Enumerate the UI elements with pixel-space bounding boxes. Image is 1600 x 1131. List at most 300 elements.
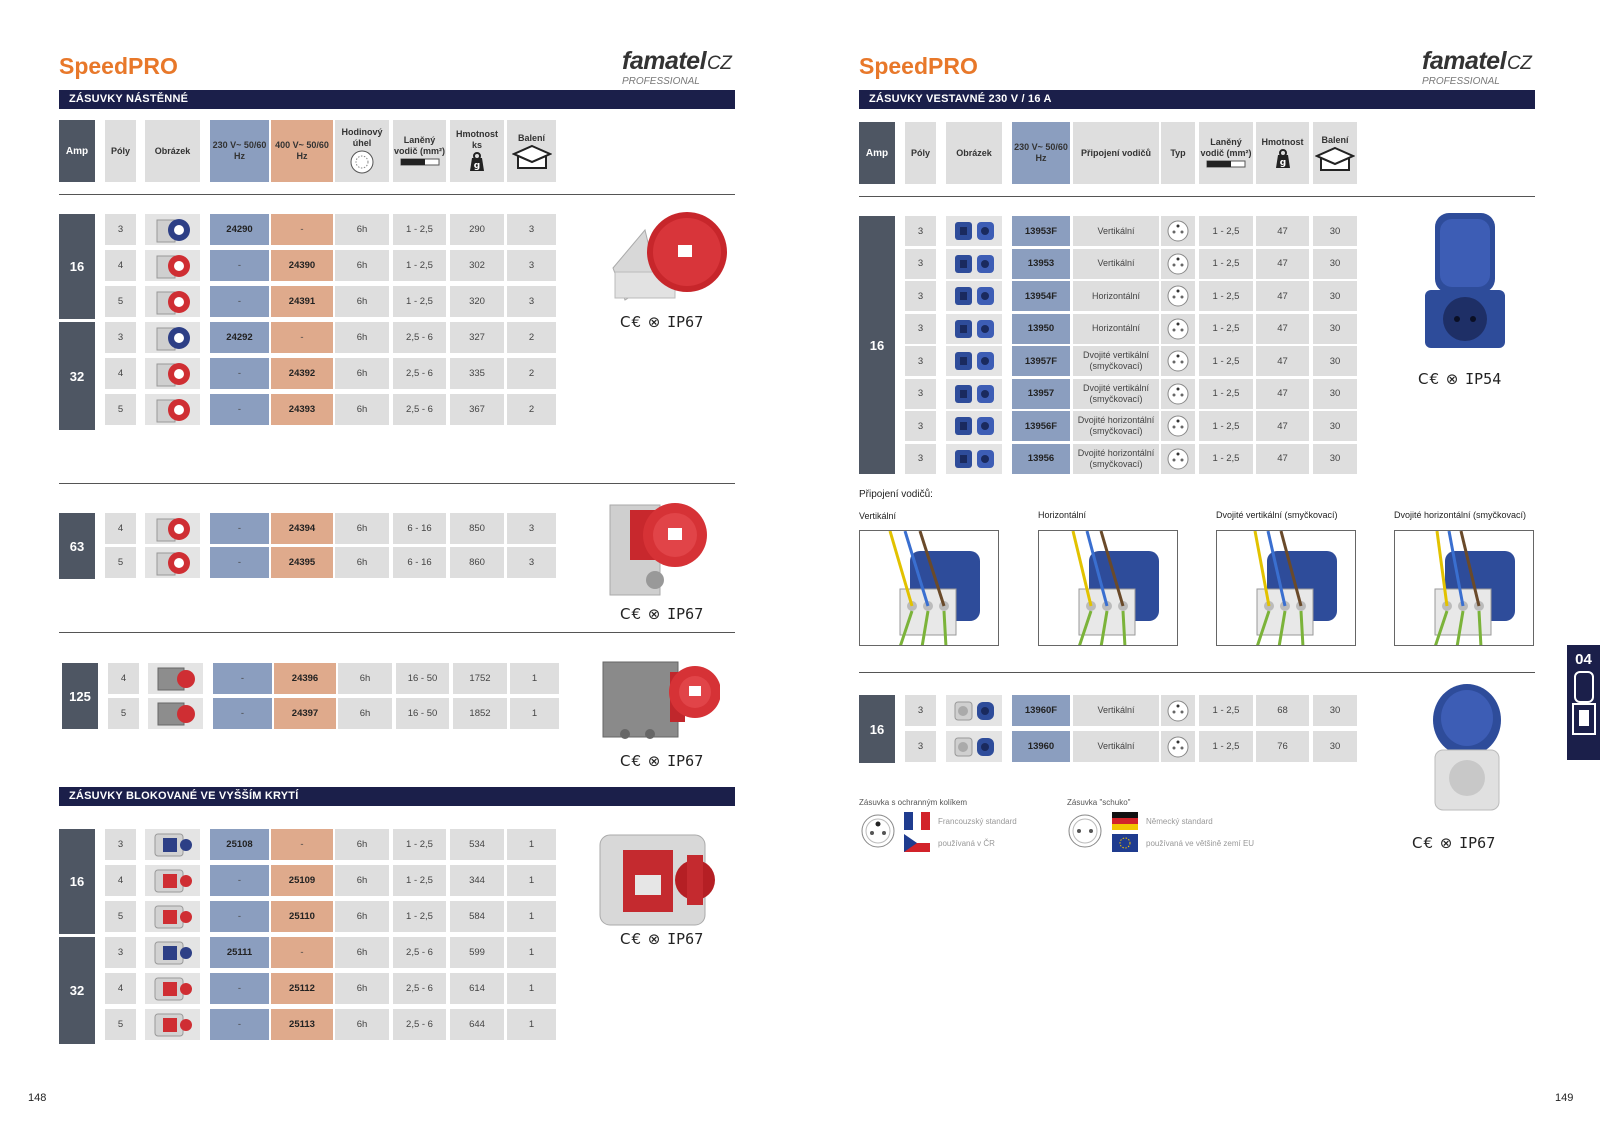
- clock-position-cell: 6h: [335, 901, 389, 932]
- ip-rating-b: C€ ⊗ IP67: [620, 605, 704, 623]
- french-standard-label: Francouzský standard: [938, 817, 1017, 826]
- package-cell: 30: [1313, 216, 1357, 246]
- conductor-cell: 2,5 - 6: [393, 973, 446, 1004]
- socket-type-icon: [1166, 284, 1190, 308]
- weight-cell: 302: [450, 250, 504, 281]
- weight-cell: 320: [450, 286, 504, 317]
- ip-rating-d: C€ ⊗ IP67: [620, 930, 704, 948]
- weight-cell: 335: [450, 358, 504, 389]
- code-400v-cell: 25109: [271, 865, 333, 896]
- product-thumbnail: [946, 249, 1002, 279]
- header-label-pripojeni: Připojení vodičů: [1080, 147, 1151, 158]
- socket-type-icon: [1166, 382, 1190, 406]
- conductor-cell: 1 - 2,5: [1199, 411, 1253, 441]
- poles-cell: 3: [905, 411, 936, 441]
- weight-cell: 367: [450, 394, 504, 425]
- header-label-bal: Balení: [1321, 134, 1349, 145]
- poles-cell: 3: [105, 829, 136, 860]
- code-230v-cell: 13957: [1012, 379, 1070, 409]
- france-flag-icon: [904, 812, 930, 830]
- header-label-poly: Póly: [910, 147, 930, 158]
- package-cell: 30: [1313, 379, 1357, 409]
- amp-cell: 16: [859, 695, 895, 763]
- conductor-cell: 1 - 2,5: [393, 865, 446, 896]
- clock-position-cell: 6h: [338, 698, 392, 729]
- conductor-cell: 1 - 2,5: [1199, 314, 1253, 344]
- header-label-amp: Amp: [865, 147, 889, 159]
- poles-cell: 3: [105, 322, 136, 353]
- code-230v-cell: 13953F: [1012, 216, 1070, 246]
- product-thumbnail: [145, 358, 200, 389]
- amp-cell: 16: [859, 216, 895, 474]
- package-icon: [1315, 146, 1355, 172]
- code-230v-cell: 13960F: [1012, 695, 1070, 726]
- wiring-diagram-2: [1038, 530, 1178, 646]
- weight-cell: 290: [450, 214, 504, 245]
- header-typ: [1161, 122, 1195, 184]
- header-poly: [105, 120, 136, 182]
- clock-position-cell: 6h: [335, 865, 389, 896]
- clock-position-cell: 6h: [335, 829, 389, 860]
- socket-type-cell: [1161, 695, 1195, 726]
- code-230v-cell: 13957F: [1012, 346, 1070, 376]
- section-title-blocked-sockets: ZÁSUVKY BLOKOVANÉ VE VYŠŠÍM KRYTÍ: [59, 787, 735, 806]
- conductor-cell: 1 - 2,5: [1199, 249, 1253, 279]
- germany-flag-icon: [1112, 812, 1138, 830]
- conductor-cell: 1 - 2,5: [393, 214, 446, 245]
- header-label-img: Obrázek: [956, 147, 992, 158]
- used-in-cz-label: používaná v ČR: [938, 839, 995, 848]
- conductor-cell: 1 - 2,5: [1199, 695, 1253, 726]
- weight-cell: 47: [1256, 281, 1309, 311]
- conductor-cell: 1 - 2,5: [1199, 379, 1253, 409]
- famatel-logo-right: famatelCZ PROFESSIONAL: [1422, 47, 1532, 87]
- product-thumbnail: [145, 394, 200, 425]
- poles-cell: 3: [905, 731, 936, 762]
- header-label-hmot: Hmotnost: [1261, 136, 1304, 147]
- conductor-cell: 1 - 2,5: [1199, 216, 1253, 246]
- protective-pin-socket-icon: [860, 813, 896, 849]
- conductor-cell: 1 - 2,5: [1199, 346, 1253, 376]
- connection-type-cell: Vertikální: [1073, 731, 1159, 762]
- header-label-v230: 230 V~ 50/60 Hz: [1014, 142, 1068, 163]
- svg-text:g: g: [1279, 157, 1286, 168]
- weight-icon: [1272, 148, 1294, 170]
- product-thumbnail: [145, 865, 200, 896]
- wiring-label-2: Horizontální: [1038, 510, 1087, 520]
- code-400v-cell: 24395: [271, 547, 333, 578]
- used-in-eu-label: používaná ve většině zemí EU: [1146, 839, 1255, 848]
- package-cell: 1: [507, 1009, 556, 1040]
- amp-cell: 32: [59, 937, 95, 1044]
- product-thumbnail: [946, 216, 1002, 246]
- product-thumbnail: [946, 314, 1002, 344]
- poles-cell: 3: [105, 937, 136, 968]
- product-thumbnail: [145, 1009, 200, 1040]
- header-vodic: [393, 120, 446, 182]
- conductor-cell: 1 - 2,5: [1199, 444, 1253, 474]
- package-cell: 1: [507, 937, 556, 968]
- code-400v-cell: 24393: [271, 394, 333, 425]
- amp-cell: 32: [59, 322, 95, 430]
- code-400v-cell: 24390: [271, 250, 333, 281]
- connection-type-cell: Vertikální: [1073, 249, 1159, 279]
- header-v400: [271, 120, 333, 182]
- package-cell: 30: [1313, 695, 1357, 726]
- package-cell: 1: [507, 829, 556, 860]
- header-label-v400: 400 V~ 50/60 Hz: [275, 140, 329, 161]
- socket-type-cell: [1161, 731, 1195, 762]
- connection-type-cell: Dvojité vertikální (smyčkovací): [1073, 346, 1159, 376]
- socket-type-cell: [1161, 346, 1195, 376]
- header-v230: [210, 120, 269, 182]
- product-thumbnail: [145, 322, 200, 353]
- package-cell: 2: [507, 394, 556, 425]
- clock-position-cell: 6h: [335, 513, 389, 544]
- code-400v-cell: 24396: [274, 663, 336, 694]
- amp-cell: 16: [59, 829, 95, 934]
- package-cell: 30: [1313, 346, 1357, 376]
- poles-cell: 3: [105, 214, 136, 245]
- socket-type-cell: [1161, 216, 1195, 246]
- code-400v-cell: 25110: [271, 901, 333, 932]
- socket-type-icon: [1166, 414, 1190, 438]
- code-400v-cell: -: [271, 322, 333, 353]
- clock-position-cell: 6h: [335, 214, 389, 245]
- wiring-title: Připojení vodičů:: [859, 489, 933, 500]
- code-230v-cell: -: [210, 250, 269, 281]
- built-in-socket-ip54-image: [1415, 205, 1515, 355]
- package-icon: [512, 144, 552, 170]
- code-230v-cell: 13956F: [1012, 411, 1070, 441]
- conductor-cell: 2,5 - 6: [393, 322, 446, 353]
- header-label-amp: Amp: [65, 145, 89, 157]
- package-cell: 1: [507, 973, 556, 1004]
- header-label-hod: Hodinový úhel: [341, 127, 383, 148]
- product-thumbnail: [946, 731, 1002, 762]
- package-cell: 3: [507, 513, 556, 544]
- conductor-cell: 2,5 - 6: [393, 937, 446, 968]
- ip-rating-f: C€ ⊗ IP67: [1412, 834, 1496, 852]
- section-title-wall-sockets: ZÁSUVKY NÁSTĚNNÉ: [59, 90, 735, 109]
- socket-type-icon: [1166, 447, 1190, 471]
- product-thumbnail: [148, 698, 203, 729]
- legend-schuko: Zásuvka "schuko": [1067, 798, 1131, 807]
- weight-cell: 860: [450, 547, 504, 578]
- header-label-img: Obrázek: [154, 145, 191, 156]
- package-cell: 2: [507, 358, 556, 389]
- german-standard-label: Německý standard: [1146, 817, 1213, 826]
- connection-type-cell: Horizontální: [1073, 314, 1159, 344]
- clock-position-cell: 6h: [335, 250, 389, 281]
- conductor-cell: 2,5 - 6: [393, 358, 446, 389]
- connection-type-cell: Vertikální: [1073, 216, 1159, 246]
- package-cell: 30: [1313, 731, 1357, 762]
- code-400v-cell: 24391: [271, 286, 333, 317]
- conductor-cell: 1 - 2,5: [393, 250, 446, 281]
- socket-type-cell: [1161, 249, 1195, 279]
- header-v230: [1012, 122, 1070, 184]
- package-cell: 30: [1313, 249, 1357, 279]
- schuko-socket-icon: [1067, 813, 1103, 849]
- code-230v-cell: 13960: [1012, 731, 1070, 762]
- weight-cell: 344: [450, 865, 504, 896]
- product-thumbnail: [946, 695, 1002, 726]
- code-230v-cell: 13950: [1012, 314, 1070, 344]
- product-thumbnail: [946, 346, 1002, 376]
- weight-cell: 47: [1256, 379, 1309, 409]
- ip-rating-c: C€ ⊗ IP67: [620, 752, 704, 770]
- weight-cell: 76: [1256, 731, 1309, 762]
- code-230v-cell: 24290: [210, 214, 269, 245]
- connection-type-cell: Dvojité vertikální (smyčkovací): [1073, 379, 1159, 409]
- page-number-left: 148: [28, 1092, 47, 1104]
- socket-type-icon: [1166, 252, 1190, 276]
- socket-type-icon: [1166, 349, 1190, 373]
- header-img: [946, 122, 1002, 184]
- poles-cell: 5: [105, 547, 136, 578]
- ip-rating-e: C€ ⊗ IP54: [1418, 370, 1502, 388]
- built-in-socket-ip67-image: [1415, 680, 1515, 815]
- socket-type-icon: [1166, 219, 1190, 243]
- poles-cell: 4: [105, 358, 136, 389]
- brand-title: SpeedPRO: [59, 53, 178, 79]
- poles-cell: 5: [105, 901, 136, 932]
- section-title-built-in-sockets: ZÁSUVKY VESTAVNÉ 230 V / 16 A: [859, 90, 1535, 109]
- code-230v-cell: -: [210, 547, 269, 578]
- header-img: [145, 120, 200, 182]
- chapter-tab: 04: [1567, 645, 1600, 760]
- code-230v-cell: -: [210, 901, 269, 932]
- conductor-cell: 16 - 50: [396, 663, 449, 694]
- conductor-cell: 1 - 2,5: [393, 829, 446, 860]
- socket-type-cell: [1161, 314, 1195, 344]
- weight-cell: 644: [450, 1009, 504, 1040]
- poles-cell: 3: [905, 216, 936, 246]
- header-amp: [859, 122, 895, 184]
- package-cell: 3: [507, 250, 556, 281]
- package-cell: 30: [1313, 444, 1357, 474]
- right-page: [800, 0, 1600, 1131]
- product-thumbnail: [145, 547, 200, 578]
- wiring-label-4: Dvojité horizontální (smyčkovací): [1394, 510, 1527, 520]
- poles-cell: 3: [905, 346, 936, 376]
- header-label-vodic: Laněný vodič (mm²): [1200, 137, 1252, 158]
- weight-cell: 584: [450, 901, 504, 932]
- code-400v-cell: -: [271, 937, 333, 968]
- poles-cell: 4: [108, 663, 139, 694]
- socket-type-cell: [1161, 379, 1195, 409]
- package-cell: 3: [507, 547, 556, 578]
- weight-cell: 68: [1256, 695, 1309, 726]
- poles-cell: 4: [105, 865, 136, 896]
- weight-cell: 599: [450, 937, 504, 968]
- code-230v-cell: -: [210, 394, 269, 425]
- czech-flag-icon: [904, 834, 930, 852]
- page-number-right: 149: [1555, 1092, 1574, 1104]
- header-hod: [335, 120, 389, 182]
- connection-type-cell: Dvojité horizontální (smyčkovací): [1073, 444, 1159, 474]
- header-hmot: [1256, 122, 1309, 184]
- product-thumbnail: [145, 513, 200, 544]
- package-cell: 30: [1313, 281, 1357, 311]
- code-230v-cell: 25111: [210, 937, 269, 968]
- socket-type-cell: [1161, 281, 1195, 311]
- conductor-cell: 1 - 2,5: [1199, 731, 1253, 762]
- connection-type-cell: Dvojité horizontální (smyčkovací): [1073, 411, 1159, 441]
- interlocked-socket-image: [595, 830, 720, 930]
- wire-icon: [1206, 159, 1246, 169]
- product-thumbnail: [145, 250, 200, 281]
- weight-cell: 47: [1256, 249, 1309, 279]
- clock-position-cell: 6h: [335, 1009, 389, 1040]
- socket-outline-icon: [1571, 668, 1597, 748]
- code-230v-cell: -: [210, 358, 269, 389]
- package-cell: 30: [1313, 314, 1357, 344]
- code-230v-cell: -: [210, 513, 269, 544]
- weight-cell: 614: [450, 973, 504, 1004]
- code-230v-cell: -: [210, 286, 269, 317]
- clock-position-cell: 6h: [335, 547, 389, 578]
- poles-cell: 4: [105, 513, 136, 544]
- weight-cell: 327: [450, 322, 504, 353]
- code-230v-cell: 13956: [1012, 444, 1070, 474]
- header-label-poly: Póly: [110, 145, 130, 156]
- clock-position-cell: 6h: [335, 286, 389, 317]
- clock-position-cell: 6h: [335, 394, 389, 425]
- code-400v-cell: 24397: [274, 698, 336, 729]
- package-cell: 3: [507, 286, 556, 317]
- conductor-cell: 6 - 16: [393, 513, 446, 544]
- weight-cell: 47: [1256, 216, 1309, 246]
- product-thumbnail: [946, 411, 1002, 441]
- code-400v-cell: 24392: [271, 358, 333, 389]
- amp-cell: 63: [59, 513, 95, 579]
- header-poly: [905, 122, 936, 184]
- code-400v-cell: 25113: [271, 1009, 333, 1040]
- package-cell: 1: [510, 698, 559, 729]
- weight-cell: 47: [1256, 314, 1309, 344]
- header-bal: [507, 120, 556, 182]
- header-bal: [1313, 122, 1357, 184]
- poles-cell: 3: [905, 281, 936, 311]
- clock-position-cell: 6h: [335, 937, 389, 968]
- poles-cell: 5: [105, 1009, 136, 1040]
- code-230v-cell: 13954F: [1012, 281, 1070, 311]
- product-thumbnail: [145, 901, 200, 932]
- code-230v-cell: 13953: [1012, 249, 1070, 279]
- poles-cell: 5: [105, 286, 136, 317]
- famatel-logo: famatelCZ PROFESSIONAL: [622, 47, 732, 87]
- package-cell: 30: [1313, 411, 1357, 441]
- header-label-hmot: Hmotnost ks: [456, 129, 498, 150]
- wall-socket-63-image: [605, 495, 720, 600]
- wire-icon: [400, 157, 440, 167]
- product-thumbnail: [148, 663, 203, 694]
- amp-cell: 125: [62, 663, 98, 729]
- header-hmot: [450, 120, 504, 182]
- conductor-cell: 16 - 50: [396, 698, 449, 729]
- product-thumbnail: [145, 973, 200, 1004]
- product-thumbnail: [946, 281, 1002, 311]
- poles-cell: 3: [905, 444, 936, 474]
- socket-type-icon: [1166, 699, 1190, 723]
- conductor-cell: 6 - 16: [393, 547, 446, 578]
- eu-flag-icon: [1112, 834, 1138, 852]
- code-400v-cell: -: [271, 829, 333, 860]
- wiring-diagram-3: [1216, 530, 1356, 646]
- wall-socket-16-32-image: [605, 210, 730, 305]
- wiring-diagram-1: [859, 530, 999, 646]
- header-label-vodic: Laněný vodič (mm²): [393, 135, 445, 156]
- package-cell: 1: [510, 663, 559, 694]
- amp-cell: 16: [59, 214, 95, 319]
- weight-cell: 850: [450, 513, 504, 544]
- socket-type-icon: [1166, 317, 1190, 341]
- wiring-label-3: Dvojité vertikální (smyčkovací): [1216, 510, 1338, 520]
- weight-icon: [466, 151, 488, 173]
- clock-position-cell: 6h: [338, 663, 392, 694]
- conductor-cell: 2,5 - 6: [393, 1009, 446, 1040]
- clock-position-cell: 6h: [335, 358, 389, 389]
- code-230v-cell: -: [210, 973, 269, 1004]
- poles-cell: 4: [105, 250, 136, 281]
- wiring-diagram-4: [1394, 530, 1534, 646]
- svg-text:g: g: [473, 161, 481, 171]
- package-cell: 3: [507, 214, 556, 245]
- connection-type-cell: Horizontální: [1073, 281, 1159, 311]
- clock-position-cell: 6h: [335, 973, 389, 1004]
- legend-protective-pin: Zásuvka s ochranným kolíkem: [859, 798, 968, 807]
- clock-angle-icon: [349, 149, 375, 175]
- weight-cell: 47: [1256, 444, 1309, 474]
- header-vodic: [1199, 122, 1253, 184]
- code-230v-cell: -: [210, 1009, 269, 1040]
- connection-type-cell: Vertikální: [1073, 695, 1159, 726]
- poles-cell: 3: [905, 314, 936, 344]
- product-thumbnail: [145, 214, 200, 245]
- socket-type-cell: [1161, 411, 1195, 441]
- product-thumbnail: [145, 829, 200, 860]
- poles-cell: 3: [905, 379, 936, 409]
- code-400v-cell: 25112: [271, 973, 333, 1004]
- poles-cell: 3: [905, 249, 936, 279]
- weight-cell: 534: [450, 829, 504, 860]
- conductor-cell: 1 - 2,5: [393, 901, 446, 932]
- code-230v-cell: -: [210, 865, 269, 896]
- conductor-cell: 1 - 2,5: [1199, 281, 1253, 311]
- clock-position-cell: 6h: [335, 322, 389, 353]
- socket-type-icon: [1166, 735, 1190, 759]
- package-cell: 2: [507, 322, 556, 353]
- poles-cell: 5: [108, 698, 139, 729]
- poles-cell: 4: [105, 973, 136, 1004]
- code-230v-cell: 24292: [210, 322, 269, 353]
- header-label-v230: 230 V~ 50/60 Hz: [212, 140, 267, 161]
- product-thumbnail: [145, 937, 200, 968]
- conductor-cell: 2,5 - 6: [393, 394, 446, 425]
- ip-rating-a: C€ ⊗ IP67: [620, 313, 704, 331]
- wiring-label-1: Vertikální: [859, 511, 897, 521]
- header-label-bal: Balení: [517, 132, 545, 143]
- code-230v-cell: -: [213, 663, 272, 694]
- code-230v-cell: -: [213, 698, 272, 729]
- poles-cell: 3: [905, 695, 936, 726]
- weight-cell: 1852: [453, 698, 507, 729]
- wall-socket-125-image: [595, 652, 720, 742]
- code-400v-cell: -: [271, 214, 333, 245]
- brand-title-right: SpeedPRO: [859, 53, 978, 79]
